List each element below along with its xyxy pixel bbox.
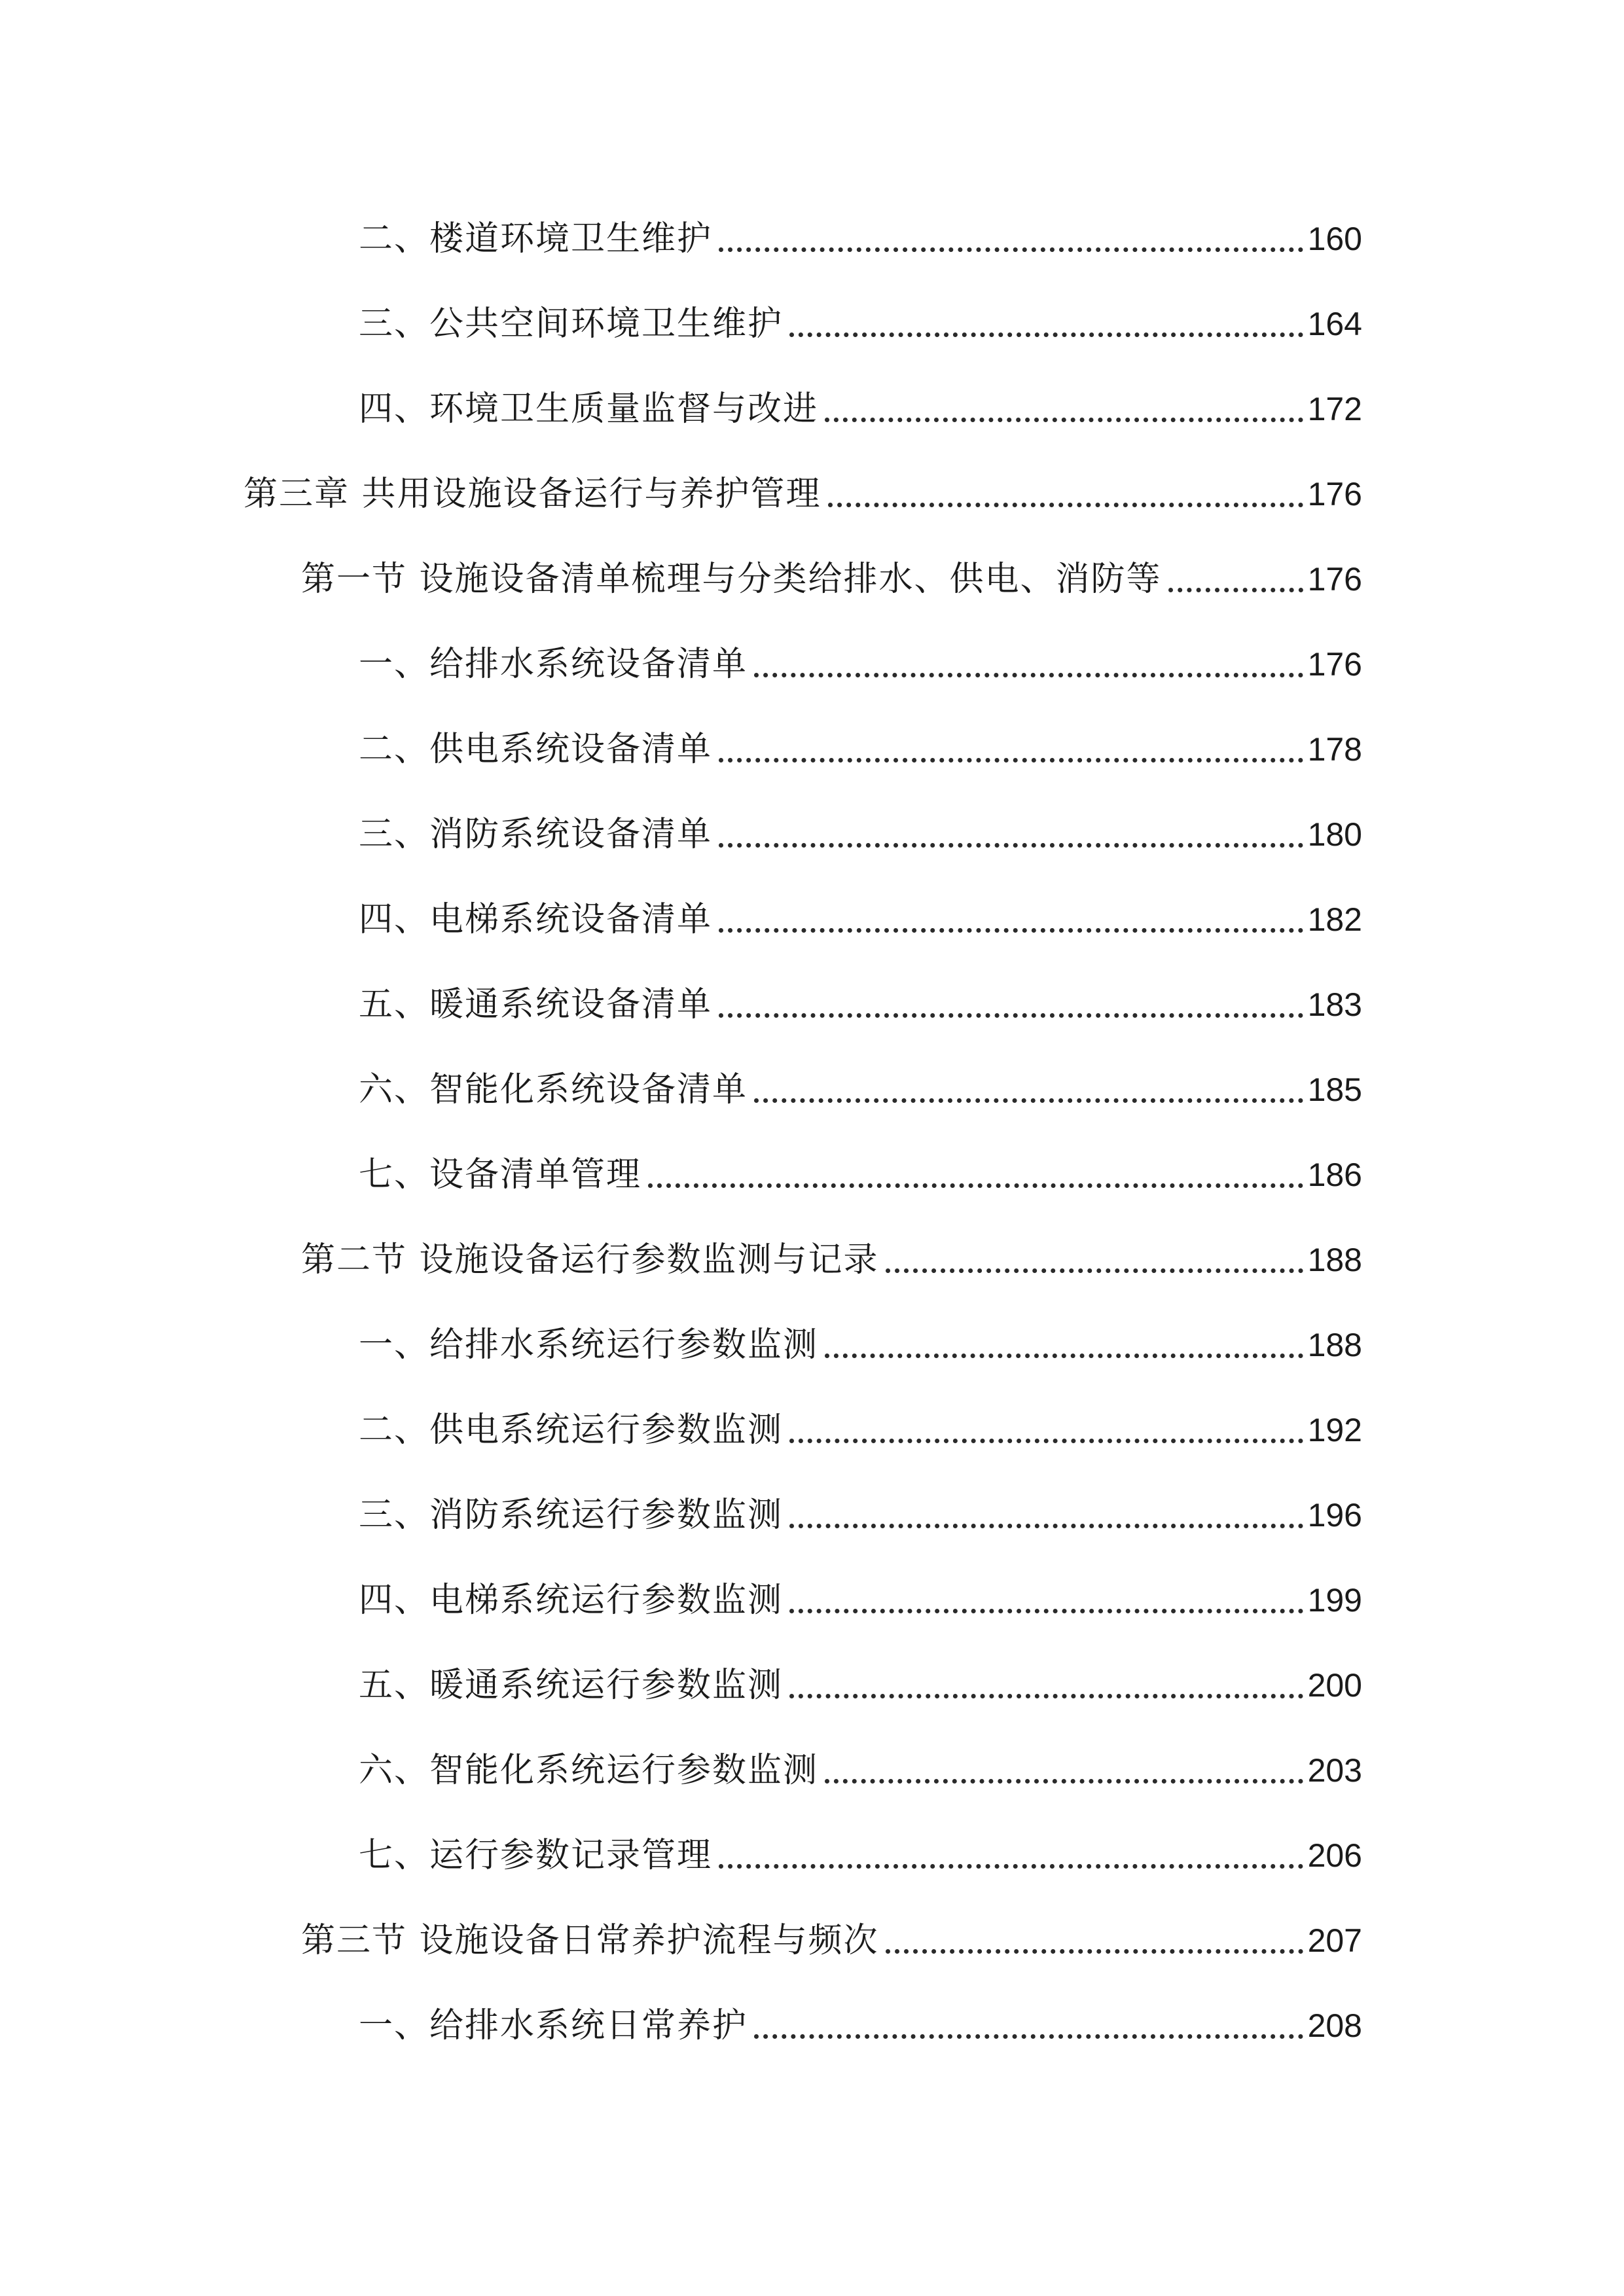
dot-leader — [886, 1949, 1303, 1954]
toc-entry-page: 176 — [1307, 561, 1362, 598]
dot-leader — [754, 1098, 1303, 1103]
dot-leader — [719, 247, 1303, 252]
toc-entry-title: 一、给排水系统设备清单 — [359, 645, 748, 684]
toc-entry[interactable] — [359, 383, 1362, 435]
toc-entry-title: 五、暖通系统运行参数监测 — [359, 1666, 784, 1705]
dot-leader — [1168, 588, 1303, 592]
toc-section-entry[interactable] — [301, 1914, 1362, 1967]
dot-leader — [828, 503, 1303, 507]
toc-entry-title: 三、消防系统设备清单 — [359, 815, 713, 854]
toc-entry[interactable] — [359, 1574, 1362, 1626]
toc-entry-page: 192 — [1307, 1412, 1362, 1448]
toc-entry-page: 203 — [1307, 1752, 1362, 1789]
toc-section-entry[interactable] — [301, 553, 1362, 605]
toc-entry-page: 186 — [1307, 1157, 1362, 1193]
toc-entry-page: 196 — [1307, 1497, 1362, 1534]
toc-entry[interactable] — [359, 1659, 1362, 1712]
toc-entry-page: 176 — [1307, 476, 1362, 512]
dot-leader — [789, 332, 1303, 337]
toc-entry-page: 160 — [1307, 221, 1362, 257]
toc-entry-title: 三、消防系统运行参数监测 — [359, 1496, 784, 1535]
toc-entry-title: 三、公共空间环境卫生维护 — [359, 304, 784, 344]
toc-entry-title: 四、电梯系统设备清单 — [359, 900, 713, 939]
toc-entry-page: 172 — [1307, 391, 1362, 427]
toc-section-entry[interactable] — [301, 1234, 1362, 1286]
dot-leader — [754, 2034, 1303, 2039]
toc-entry-page: 176 — [1307, 646, 1362, 683]
toc-entry[interactable] — [359, 1319, 1362, 1371]
toc-entry[interactable] — [359, 1149, 1362, 1201]
dot-leader — [719, 928, 1303, 933]
toc-entry[interactable] — [359, 2000, 1362, 2052]
toc-entry-page: 164 — [1307, 306, 1362, 342]
toc-entry-page: 206 — [1307, 1837, 1362, 1874]
toc-entry-page: 199 — [1307, 1582, 1362, 1619]
dot-leader — [789, 1694, 1303, 1698]
toc-entry-title: 六、智能化系统设备清单 — [359, 1070, 748, 1109]
toc-entry-title: 第三章 共用设施设备运行与养护管理 — [244, 475, 821, 514]
toc-entry-page: 180 — [1307, 816, 1362, 853]
toc-entry-title: 二、供电系统运行参数监测 — [359, 1410, 784, 1450]
toc-entry[interactable] — [359, 1829, 1362, 1882]
toc-entry[interactable] — [359, 1064, 1362, 1116]
toc-entry[interactable] — [359, 978, 1362, 1031]
toc-entry-title: 七、设备清单管理 — [359, 1155, 642, 1194]
dot-leader — [719, 1013, 1303, 1018]
toc-entry[interactable] — [359, 298, 1362, 350]
toc-entry-title: 第一节 设施设备清单梳理与分类给排水、供电、消防等 — [301, 560, 1162, 599]
toc-entry-page: 200 — [1307, 1667, 1362, 1704]
toc-entry[interactable] — [359, 893, 1362, 946]
toc-entry-page: 188 — [1307, 1327, 1362, 1363]
dot-leader — [719, 1864, 1303, 1869]
toc-entry-title: 第二节 设施设备运行参数监测与记录 — [301, 1240, 879, 1280]
dot-leader — [719, 758, 1303, 762]
toc-entry[interactable] — [359, 1489, 1362, 1541]
toc-entry[interactable] — [359, 1404, 1362, 1456]
toc-entry[interactable] — [359, 213, 1362, 265]
toc-entry-title: 二、供电系统设备清单 — [359, 730, 713, 769]
toc-chapter-entry[interactable] — [244, 468, 1362, 520]
toc-entry-page: 208 — [1307, 2007, 1362, 2044]
toc-entry-title: 一、给排水系统运行参数监测 — [359, 1325, 819, 1365]
dot-leader — [789, 1439, 1303, 1443]
dot-leader — [719, 843, 1303, 848]
dot-leader — [754, 673, 1303, 677]
dot-leader — [825, 1354, 1303, 1358]
toc-entry-title: 第三节 设施设备日常养护流程与频次 — [301, 1921, 879, 1960]
toc-entry-title: 一、给排水系统日常养护 — [359, 2006, 748, 2045]
toc-entry-title: 二、楼道环境卫生维护 — [359, 219, 713, 259]
toc-entry-title: 六、智能化系统运行参数监测 — [359, 1751, 819, 1790]
toc-entry-title: 四、环境卫生质量监督与改进 — [359, 389, 819, 429]
dot-leader — [789, 1609, 1303, 1613]
dot-leader — [789, 1524, 1303, 1528]
dot-leader — [825, 418, 1303, 422]
dot-leader — [886, 1268, 1303, 1273]
toc-entry[interactable] — [359, 638, 1362, 691]
toc-entry-title: 四、电梯系统运行参数监测 — [359, 1581, 784, 1620]
toc-entry-page: 188 — [1307, 1242, 1362, 1278]
toc-entry-page: 182 — [1307, 901, 1362, 938]
toc-entry-page: 178 — [1307, 731, 1362, 768]
toc-entry-page: 207 — [1307, 1922, 1362, 1959]
toc-entry-page: 185 — [1307, 1071, 1362, 1108]
dot-leader — [825, 1779, 1303, 1784]
toc-entry-title: 七、运行参数记录管理 — [359, 1836, 713, 1875]
toc-entry[interactable] — [359, 723, 1362, 776]
toc-entry-title: 五、暖通系统设备清单 — [359, 985, 713, 1024]
toc-entry[interactable] — [359, 808, 1362, 861]
dot-leader — [648, 1183, 1303, 1188]
toc-entry-page: 183 — [1307, 986, 1362, 1023]
toc-entry[interactable] — [359, 1744, 1362, 1797]
